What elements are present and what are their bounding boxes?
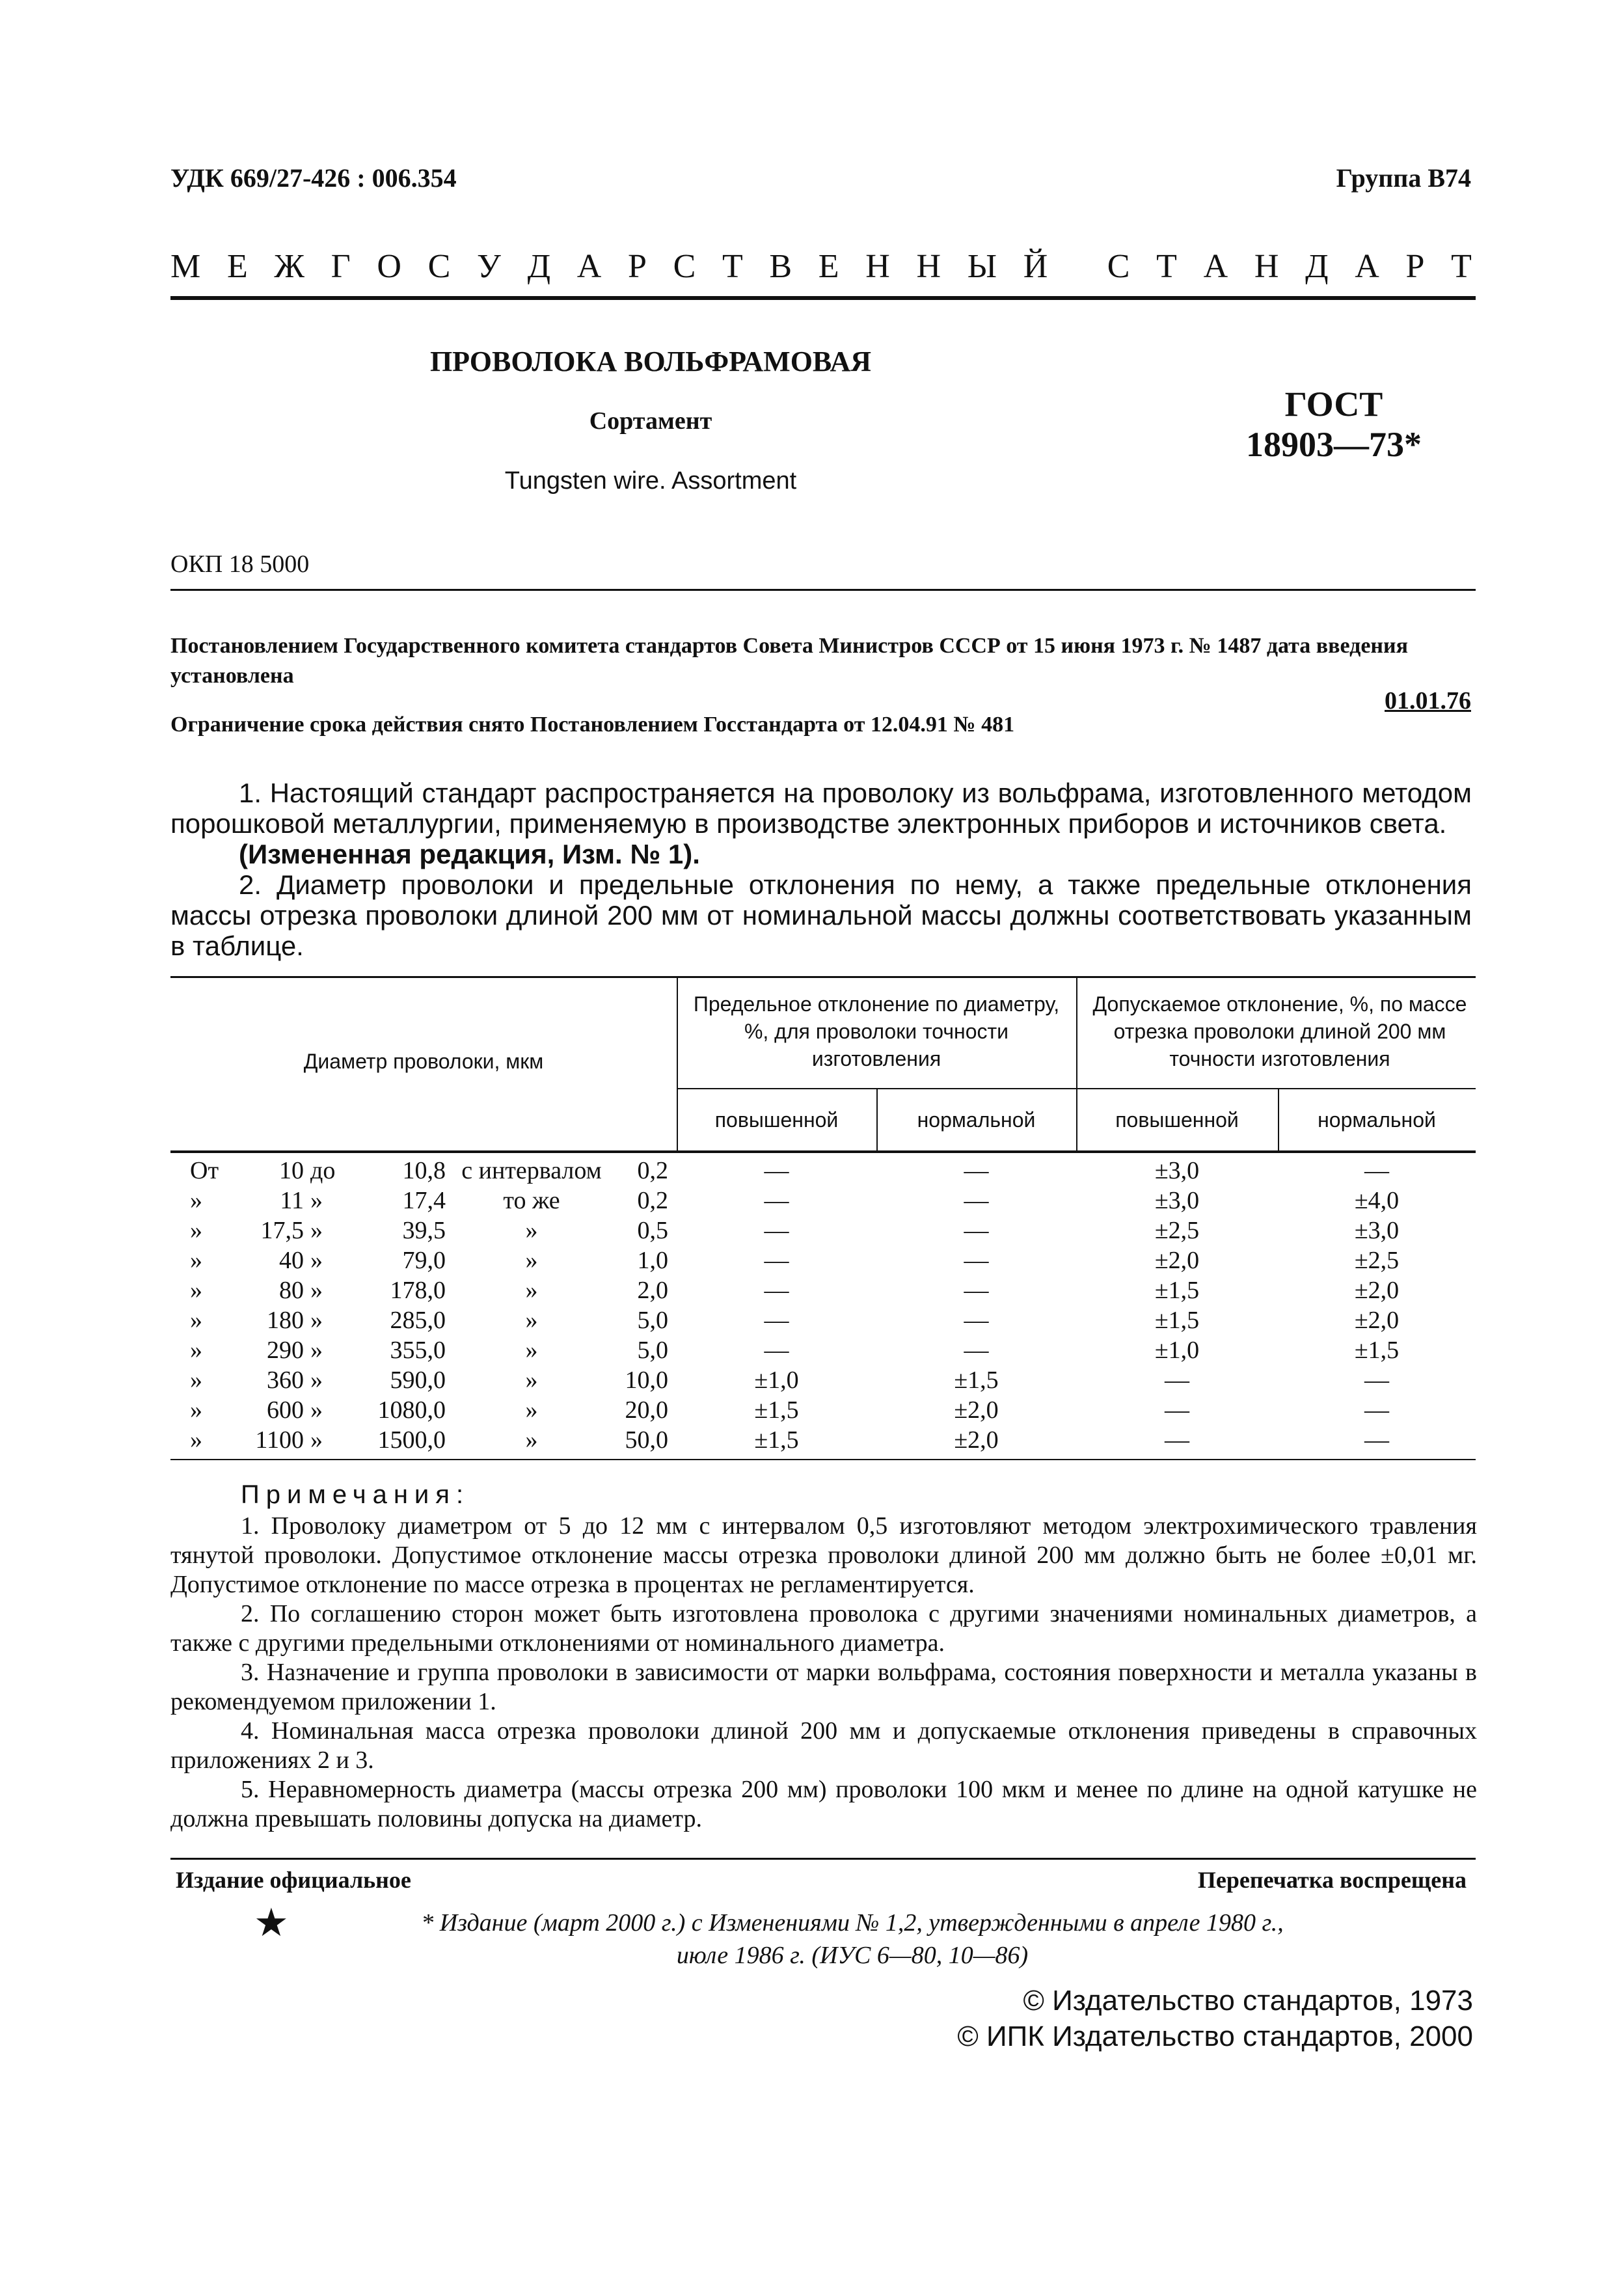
cell-step: 50,0 [625, 1426, 668, 1454]
cell-d-high: — [764, 1217, 789, 1244]
copyright-1973: © Издательство стандартов, 1973 [1023, 1985, 1473, 2017]
note-2: 2. По соглашению сторон может быть изготовлена проволока с другими значениями номинальных диаметров, а также с другими предельными отклонениями от номинального диаметра. [170, 1600, 1477, 1657]
table-row [170, 1425, 1476, 1455]
table-top-rule [170, 976, 1476, 978]
star-icon: ★ [254, 1901, 289, 1944]
banner-letter-1: Й [1023, 248, 1048, 285]
table-row [170, 1335, 1476, 1365]
limit-removed-text: Ограничение срока действия снято Постановлением Госстандарта от 12.04.91 № 481 [170, 713, 1015, 737]
cell-d-high: — [764, 1277, 789, 1304]
header-mass-deviation: Допускаемое отклонение, %, по массе отрезка проволоки длиной 200 мм точности изготовления [1092, 992, 1467, 1070]
table-row [170, 1275, 1476, 1305]
banner-letter-2: Т [1451, 248, 1472, 285]
table-row [170, 1216, 1476, 1245]
introduction-date: 01.01.76 [1385, 687, 1471, 714]
cell-to-w: » [310, 1366, 323, 1394]
cell-int-w: » [525, 1426, 538, 1454]
cell-m-high: ±3,0 [1154, 1187, 1200, 1214]
cell-to: 17,4 [402, 1187, 446, 1214]
banner-letter-1: Н [865, 248, 890, 285]
document-title: ПРОВОЛОКА ВОЛЬФРАМОВАЯ [429, 346, 872, 377]
cell-m-norm: ±2,0 [1354, 1307, 1400, 1334]
cell-d-norm: — [964, 1307, 989, 1334]
banner-letter-2: А [1355, 248, 1379, 285]
cell-m-high: — [1165, 1366, 1189, 1394]
cell-pre: » [190, 1337, 202, 1364]
banner-letter-1: У [477, 248, 501, 285]
banner-letter-1: Ы [967, 248, 997, 285]
cell-d-norm: — [964, 1187, 989, 1214]
cell-m-norm: ±2,0 [1354, 1277, 1400, 1304]
table-row [170, 1186, 1476, 1216]
cell-to: 39,5 [402, 1217, 446, 1244]
cell-step: 1,0 [637, 1247, 668, 1274]
cell-d-norm: ±1,5 [954, 1366, 999, 1394]
banner-letter-1: С [427, 248, 451, 285]
table-head-rule [170, 1150, 1476, 1153]
banner-letter-1: О [377, 248, 401, 285]
note-3: 3. Назначение и группа проволоки в зависимости от марки вольфрама, состояния поверхности и металла указаны в рекомендуемом приложении 1. [170, 1659, 1477, 1715]
cell-d-high: ±1,0 [754, 1366, 799, 1394]
cell-pre: » [190, 1187, 202, 1214]
cell-pre: » [190, 1366, 202, 1394]
cell-step: 10,0 [625, 1366, 668, 1394]
group-code: Группа В74 [1336, 163, 1471, 193]
cell-m-norm: — [1364, 1157, 1389, 1184]
edition-line-2: июле 1986 г. (ИУС 6—80, 10—86) [676, 1942, 1029, 1969]
cell-m-norm: — [1364, 1396, 1389, 1424]
title-rule [170, 589, 1476, 591]
header-diameter: Диаметр проволоки, мкм [303, 1050, 544, 1073]
paragraph-1-edit: (Измененная редакция, Изм. № 1). [239, 839, 700, 869]
cell-d-norm: ±2,0 [954, 1396, 999, 1424]
banner-letter-2: Д [1305, 248, 1329, 285]
cell-pre: » [190, 1277, 202, 1304]
banner-letter-1: Е [818, 248, 839, 285]
banner-letter-1: А [576, 248, 602, 285]
cell-to-w: до [310, 1157, 336, 1184]
banner-letter-1: С [673, 248, 696, 285]
note-4: 4. Номинальная масса отрезка проволоки длиной 200 мм и допускаемые отклонения приведены в справочных приложениях 2 и 3. [170, 1717, 1477, 1774]
cell-d-norm: — [964, 1247, 989, 1274]
cell-from: 40 [279, 1247, 304, 1274]
table-row [170, 1365, 1476, 1395]
cell-pre: » [190, 1426, 202, 1454]
cell-d-high: — [764, 1187, 789, 1214]
cell-m-high: ±2,5 [1154, 1217, 1200, 1244]
cell-int-w: » [525, 1247, 538, 1274]
cell-from: 80 [279, 1277, 304, 1304]
cell-int-w: то же [503, 1187, 560, 1214]
cell-m-high: — [1165, 1426, 1189, 1454]
cell-step: 20,0 [625, 1396, 668, 1424]
banner-letter-1: Г [331, 248, 351, 285]
cell-to-w: » [310, 1247, 323, 1274]
gost-designation [1210, 384, 1457, 465]
cell-int-w: с интервалом [461, 1157, 602, 1184]
cell-from: 17,5 [260, 1217, 304, 1244]
cell-to: 285,0 [390, 1307, 446, 1334]
cell-m-high: ±1,5 [1154, 1307, 1200, 1334]
cell-to-w: » [310, 1187, 323, 1214]
cell-pre: » [190, 1247, 202, 1274]
cell-m-high: ±3,0 [1154, 1157, 1200, 1184]
table-row [170, 1245, 1476, 1275]
reprint-prohibited-label: Перепечатка воспрещена [1197, 1867, 1467, 1893]
banner-letter-2: Р [1405, 248, 1425, 285]
banner-letter-1: М [170, 248, 201, 285]
table-subhead-rule [677, 1088, 1476, 1089]
gost-number: 18903—73* [1246, 425, 1422, 464]
cell-m-norm: — [1364, 1426, 1389, 1454]
banner-gap [1074, 247, 1081, 286]
cell-to-w: » [310, 1217, 323, 1244]
cell-m-high: — [1165, 1396, 1189, 1424]
cell-pre: » [190, 1217, 202, 1244]
cell-d-high: ±1,5 [754, 1426, 799, 1454]
banner-rule [170, 296, 1476, 300]
cell-to-w: » [310, 1277, 323, 1304]
cell-step: 5,0 [637, 1307, 668, 1334]
banner-letter-1: Д [527, 248, 551, 285]
cell-d-high: ±1,5 [754, 1396, 799, 1424]
cell-to: 590,0 [390, 1366, 446, 1394]
interstate-standard-banner [170, 247, 1472, 286]
note-5: 5. Неравномерность диаметра (массы отрезка 200 мм) проволоки 100 мкм и менее по длине на одной катушке не должна превышать половины допуска на диаметр. [170, 1776, 1477, 1832]
table-bottom-rule [170, 1459, 1476, 1460]
cell-m-norm: ±1,5 [1354, 1337, 1400, 1364]
cell-d-high: — [764, 1307, 789, 1334]
edition-note [364, 1907, 1340, 1972]
banner-letter-1: Т [722, 248, 743, 285]
table-row [170, 1395, 1476, 1425]
udc-code: УДК 669/27-426 : 006.354 [170, 163, 457, 193]
cell-d-norm: — [964, 1337, 989, 1364]
cell-to-w: » [310, 1426, 323, 1454]
cell-m-high: ±1,5 [1154, 1277, 1200, 1304]
banner-letter-2: А [1203, 248, 1228, 285]
cell-step: 2,0 [637, 1277, 668, 1304]
cell-to: 1500,0 [377, 1426, 446, 1454]
cell-from: 180 [267, 1307, 304, 1334]
cell-d-norm: — [964, 1157, 989, 1184]
cell-int-w: » [525, 1396, 538, 1424]
table-row [170, 1305, 1476, 1335]
table-row [170, 1156, 1476, 1186]
cell-to: 355,0 [390, 1337, 446, 1364]
cell-to: 178,0 [390, 1277, 446, 1304]
banner-letter-2: Н [1254, 248, 1279, 285]
cell-d-norm: ±2,0 [954, 1426, 999, 1454]
footer-rule [170, 1858, 1476, 1860]
cell-m-high: ±2,0 [1154, 1247, 1200, 1274]
cell-d-norm: — [964, 1217, 989, 1244]
cell-to: 10,8 [402, 1157, 446, 1184]
okp-code: ОКП 18 5000 [170, 551, 310, 578]
cell-from: 10 [279, 1157, 304, 1184]
cell-step: 5,0 [637, 1337, 668, 1364]
header-mass-normal: нормальной [1318, 1108, 1436, 1132]
cell-int-w: » [525, 1337, 538, 1364]
header-diameter-normal: нормальной [917, 1108, 1036, 1132]
cell-to-w: » [310, 1337, 323, 1364]
cell-step: 0,2 [637, 1187, 668, 1214]
header-diameter-deviation: Предельное отклонение по диаметру, %, для проволоки точности изготовления [693, 992, 1060, 1070]
cell-d-high: — [764, 1337, 789, 1364]
cell-m-norm: — [1364, 1366, 1389, 1394]
notes-heading: Примечания: [241, 1480, 470, 1509]
cell-m-high: ±1,0 [1154, 1337, 1200, 1364]
gost-label: ГОСТ [1284, 385, 1383, 424]
cell-int-w: » [525, 1217, 538, 1244]
cell-to: 1080,0 [377, 1396, 446, 1424]
cell-to: 79,0 [402, 1247, 446, 1274]
cell-m-norm: ±4,0 [1354, 1187, 1400, 1214]
cell-m-norm: ±3,0 [1354, 1217, 1400, 1244]
document-subtitle: Сортамент [589, 407, 712, 435]
cell-step: 0,2 [637, 1157, 668, 1184]
copyright-2000: © ИПК Издательство стандартов, 2000 [957, 2020, 1473, 2052]
cell-pre: » [190, 1307, 202, 1334]
banner-letter-1: В [769, 248, 792, 285]
note-1: 1. Проволоку диаметром от 5 до 12 мм с интервалом 0,5 изготовляют методом электрохимического травления тянутой проволоки. Допустимое отклонение массы отрезка проволоки длиной 200 мм должно быть не более ±0,01 мг. Допустимое отклонение по массе отрезка в процентах не регламентируется. [170, 1512, 1477, 1598]
cell-from: 11 [280, 1187, 304, 1214]
cell-pre: От [190, 1157, 219, 1184]
banner-letter-2: С [1107, 248, 1130, 285]
cell-from: 290 [267, 1337, 304, 1364]
cell-int-w: » [525, 1366, 538, 1394]
cell-pre: » [190, 1396, 202, 1424]
cell-from: 600 [267, 1396, 304, 1424]
paragraph-2: 2. Диаметр проволоки и предельные отклонения по нему, а также предельные отклонения массы отрезка проволоки длиной 200 мм от номинальной массы должны соответствовать указанным в таблице. [170, 869, 1472, 961]
edition-line-1: * Издание (март 2000 г.) с Изменениями № 1,2, утвержденными в апреле 1980 г., [421, 1909, 1284, 1937]
cell-d-norm: — [964, 1277, 989, 1304]
official-edition-label: Издание официальное [176, 1867, 411, 1893]
banner-letter-1: Е [226, 248, 248, 285]
cell-to-w: » [310, 1396, 323, 1424]
paragraph-1: 1. Настоящий стандарт распространяется на проволоку из вольфрама, изготовленного методом порошковой металлургии, применяемую в производстве электронных приборов и источников света. [170, 778, 1472, 839]
english-title: Tungsten wire. Assortment [504, 467, 797, 495]
cell-to-w: » [310, 1307, 323, 1334]
banner-letter-2: Т [1156, 248, 1177, 285]
banner-letter-1: Ж [274, 248, 304, 285]
cell-int-w: » [525, 1307, 538, 1334]
cell-d-high: — [764, 1247, 789, 1274]
cell-int-w: » [525, 1277, 538, 1304]
banner-letter-1: Н [916, 248, 941, 285]
cell-d-high: — [764, 1157, 789, 1184]
cell-from: 1100 [255, 1426, 304, 1454]
decree-text: Постановлением Государственного комитета стандартов Совета Министров СССР от 15 июня 1973 г. № 1487 дата введения установлена [170, 634, 1408, 688]
header-diameter-high: повышенной [714, 1108, 839, 1132]
banner-letter-1: Р [627, 248, 647, 285]
cell-from: 360 [267, 1366, 304, 1394]
cell-m-norm: ±2,5 [1354, 1247, 1400, 1274]
header-mass-high: повышенной [1115, 1108, 1239, 1132]
cell-step: 0,5 [637, 1217, 668, 1244]
